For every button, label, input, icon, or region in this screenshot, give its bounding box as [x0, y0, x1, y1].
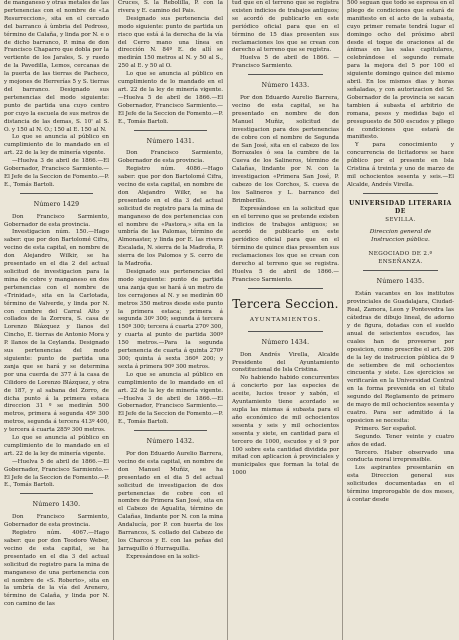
- paragraph: Tercero. Haber observado una conducta moral irreprensible.: [347, 449, 454, 464]
- paragraph: Expresándose en la solicitud que en el terreno que se pretende existen indicios de trabajos antiguos; se acordó de publicarlo en este periódico oficial para que en el término de quince dias presenten sus reclamaciones los que se crean con derecho al terreno que se registra. Huelva 5 de abril de 1866.—Francisco Sarmiento.: [232, 205, 339, 283]
- column-rule: [113, 0, 114, 640]
- column-4: [347, 0, 454, 640]
- paragraph: Lo que se anuncia al público en cumplimiento de lo mandado en el art. 22 de la ley de minería vigente. —Huelva 5 de abril de 1866.—El Gobernador, Francisco Sarmiento.—El Jefe de la Seccion de Fomento.—P. E., Tomás Bartoli.: [118, 71, 223, 125]
- paragraph: —Huelva 3 de abril de 1866.—El Gobernador, Francisco Sarmiento.—El Jefe de la Seccion de Fomento.—P. E., Tomás Bartoli.: [4, 158, 109, 188]
- notice-number: Número 1434.: [261, 338, 310, 346]
- paragraph: 500 seguan que todo se espresa en el pliego de condiciones que estará de manifiesto en el acto de la subasta, cuyo primer remate tendrá lugar el domingo ocho del próximo abril desde el toque de oraciones al de ánimas en las salas capitulares, celebrándose el segundo remate para la mejora del 5 por 100 el siguiente domingo quince del mismo abril. En los mismos dias y horas señaladas, y con autorizacion del Sr. Gobernador de la provincia se sacan tambien á subasta el arbitrio de romana, pesos y medidas bajo el presupuesto de 500 escudos y pliego de condiciones que estará de manifiesto.: [347, 0, 454, 141]
- paragraph: No habiendo habido concurrentes á concierto por las especies de aceite, lucios tresor y xabón, el Ayuntamiento tiene acordado se supla las mismas á subasta para el año económico de mil ochocientos sesenta y seis y mil ochocientos sesenta y siete, en cantidad para el tercero de 1000, escudos y el 9 por 100 sobre esta cantidad dividida por mitad con aplicacion á provinciales y municipales que forman la total de 1000: [232, 375, 339, 477]
- paragraph: Registro núm. 4086.—Hago saber: que por don Bartolomé Cifra, vecino de esta capital, en nombre de don Alejandro Wilkr, se ha presentado en el dia 3 del actual solicitud de registro para la mina de manganeso de dos pertenencias con el nombre de «Pastora,» sita en la umbría de las Palomas, término de Almonaster, y linda por E. las rivera Escalada, N. sierra de la Madroña, P. sierra de los Palomos y S. cerro de la Madroña.: [118, 166, 223, 268]
- paragraph: Registro núm. 4067.—Hago saber: que por don Teodoro Weber, vecino de esta capital, se ha presentado en el dia 3 del actual solicitud de registro para la mina de manganeso de una pertenencia con el nombre de «S. Roberto», sita en la umbría de la vía del Arenero, término de Calaña, y linda por N. con camino de las: [4, 530, 109, 608]
- paragraph: —Huelva 5 de abril de 1866.—El Gobernador, Francisco Sarmiento.—El Jefe de la Seccion de Fomento.—P. E., Tomás Bartoli.: [4, 458, 109, 489]
- university-heading: UNIVERSIDAD LITERARIA DE: [349, 199, 452, 215]
- paragraph: Los aspirantes presentarán en esta Direccion general sus solicitudes documentadas en el término improrogable de dos meses, á contar desde: [347, 465, 454, 503]
- notice-number: Número 1429: [33, 200, 80, 208]
- university-city: SEVILLA.: [385, 216, 416, 223]
- paragraph: Lo que se anuncia al público en cumplimiento de lo mandado en el art. 22 de la ley de minería vigente.: [4, 435, 109, 457]
- column-1: [4, 0, 109, 640]
- notice-separator: [363, 270, 438, 271]
- notice-number: Número 1433.: [261, 82, 310, 90]
- notice-separator: [20, 193, 93, 194]
- paragraph: Y para conocimiento y concurrencia de licitadores se hace público por el presente en Isla Cristina á treinta y uno de marzo de mil ochocientos sesenta y seis.—El Alcalde, Andrés Virella.: [347, 142, 454, 188]
- paragraph: de manganeso y otras metales de las pertenencias con el nombre de «La Resurreccion», sita en el cercado del barranco á ùmbria del Pedroso, término de Calaña, y linda por N. e o de dicho barranco, P. mina de don Francisco Chaparro que dobla por la vertiente de los Jarales, S. y ruedo de la Pavedilla, Lemos, cercanas de la puerta de las tierras de Pacheco, y mojones de Herrerías 5 y S. tierras del barranco. Designado sus pertenencias del modo siguiente: punto de partida una cuyo centro por cuyo la escuela de sus metros de distancia de las demas, S. 10' al S. O. y 150 al N. O.; 150 al E. 150 al N.: [4, 0, 109, 133]
- paragraph: Segundo. Tener veinte y cuatro años de edad.: [347, 433, 454, 448]
- paragraph: Por don Eduardo Aurelio Barrera, vecino de esta capital, se ha presentado en nombre de don Manuel Muñiz, solicitud de investigacion para dos pertenencias de cobre con el nombre de Segunda de San José, sita en el cabezo de los Borrazales ó sea la cumbre de la Cueva de los Salineros, término de Calañas, lindante por N. con la investigacion «Primera San José, P. cabezo de los Corchos, S. cueva de los Salineros y L. barranco del Brimberillo.: [232, 95, 339, 204]
- notice-number: Número 1431.: [146, 137, 195, 145]
- notice-number: Número 1432.: [146, 438, 195, 446]
- notice-number: Número 1435.: [376, 278, 425, 286]
- paragraph: Por don Eduardo Aurelio Barrera, vecino de esta capital, en nombre de don Manuel Muñiz, se ha presentado en el dia 5 del actual solicitud de investigacion de dos pertenencias de cobre con el nombre de Primera San José, sita en el Cabezo de Agualita, término de Calañas, lindante por N. con la mina Andalucía, por P. con huerta de los Barrancos, S. collado del Cabezo de los Charcos y E. con las peñas del Jarraquillo ó Hurraquilla.: [118, 451, 223, 552]
- direction-heading: Direccion general de Instruccion pública.: [369, 229, 432, 244]
- paragraph: Lo que se anuncia al público en cumplimiento de lo mandado en el art. 22 de la ley de minería vigente. —Huelva 3 de abril de 1866.—El Gobernador, Francisco Sarmiento.—El Jefe de la Seccion de Fomento.—P. E., Tomás Bartoli.: [118, 371, 223, 426]
- column-2: [118, 0, 223, 640]
- paragraph: tud que en el terreno que se registra existen indicios de trabajos antiguos; se acordó de publicarlo en este periódico oficial para que en el término de 15 dias presenten sus reclamaciones los que se crean con derecho al terreno que se registra.: [232, 0, 339, 54]
- paragraph: Primero. Ser español.: [355, 425, 417, 432]
- notice-separator: [20, 493, 93, 494]
- paragraph: Designado sus pertenencia del modo siguiente: punto de partida un risco que está á la derecha de la vía del Cerro mano una línea en dirección N. 84º E. de allí se medirán 150 metros al N. y 50 al S., 250 al E. y 50 al O.: [118, 15, 223, 70]
- column-rule: [227, 0, 228, 640]
- paragraph: Huelva 5 de abril de 1866. —Francisco Sarmiento.: [232, 55, 339, 70]
- paragraph: Designado sus pertenencias del modo siguiente: punto de partida una zanja que se hará á un metro de los cerrajones al N. y se medirán 60 metros 350 metros desde este punto la primera estaca; primera á segunda 30º 300; segunda á tercera 150º 300; tercera á cuarta 270º 300, y cuarta al punto de partida 300º 150 metros.—Para la segunda pertenencia de cuarta á quinta 270º 300; quinta á sexta 360º 200; y sexta á primera 90º 300 metros.: [118, 269, 223, 370]
- section-rule: [248, 288, 323, 289]
- section-rule: [363, 193, 438, 194]
- paragraph: Don Andrés Virella, Alcalde Presidente del Ayuntamiento constitucional de Isla Cristina.: [232, 351, 339, 374]
- notice-separator: [248, 74, 323, 75]
- paragraph: Don Francisco Sarmiento, Gobernador de esta provincia.: [4, 213, 109, 228]
- paragraph: Cruces, S. la Rebolilla, P. con la rivera y E. camino del Pais.: [118, 0, 223, 14]
- notice-separator: [248, 331, 323, 332]
- paragraph: Don Francisco Sarmiento, Gobernador de esta provincia.: [4, 514, 109, 529]
- paragraph: Expresándose en la solici-: [126, 553, 200, 560]
- column-3: [232, 0, 339, 640]
- section-subtitle: AYUNTAMIENTOS.: [249, 316, 322, 323]
- notice-separator: [134, 430, 207, 431]
- notice-number: Número 1430.: [32, 501, 81, 509]
- notice-separator: [134, 130, 207, 131]
- paragraph: Están vacantes en los institutos provinciales de Guadalajara, Ciudad-Real, Zamora, Leon y Pontevedra las cátedras de dibujo lineal, de adorno y de figura, dotadas con el sueldo anual de seiscientos escudos, las cuales han de proveerse por oposicion, como prescribe el art. 206 de la ley de instruccion pública de 9 de setiembre de mil ochocientos cincuenta y siete. Los ejercicios se verificarán en la Universidad Central en la forma prevenida en el título segundo del Reglamento de primero de mayo de mil ochocientos sesenta y cuatro. Para ser admitido á la oposicion se necesita:: [347, 291, 454, 424]
- section-title: Tercera Seccion.: [232, 296, 339, 311]
- paragraph: Don Francisco Sarmiento, Gobernador de esta provincia.: [118, 150, 223, 165]
- department-heading: NEGOCIADO DE 2.º ENSEÑANZA.: [368, 250, 433, 265]
- paragraph: Lo que se anuncia al público en cumplimiento de lo mandado en el art. 22 de la ley de minería vigente.: [4, 134, 109, 157]
- paragraph: Investigacion núm. 150.—Hago saber: que por don Bartolomé Cifra, vecino de esta capital, en nombre de don Alejandro Wilkir, se ha presentado en el dia 2 del actual solicitud de investigacion para la mina de cobre y manganeso en dos pertenencias con el nombre de «Trinidad», sita en la Carlotada, término de Valverde, y linda por N. con cumbre del Carral Alto y collados de la Zorrera, S. casa de Lorenzo Blázquez y llanos del Cincho, E. tierras de Antonio Mora y P. llanos de la Ceylanda. Designado sus pertenencias del modo siguiente: punto de partida una zanja que se hará y se determina por una cuerda de 377 á la casa de Cilidoro de Lorenzo Blázquez, y otra de 187, y al sabana del Zorro, de dicha punto á la primera estaca direccion 31 º se medirán 500 metros, primera á segunda 45º 300 metros, segunda á tercera 413º 400, y tercera á cuarta 285º 300 metros.: [4, 229, 109, 434]
- column-rule: [342, 0, 343, 640]
